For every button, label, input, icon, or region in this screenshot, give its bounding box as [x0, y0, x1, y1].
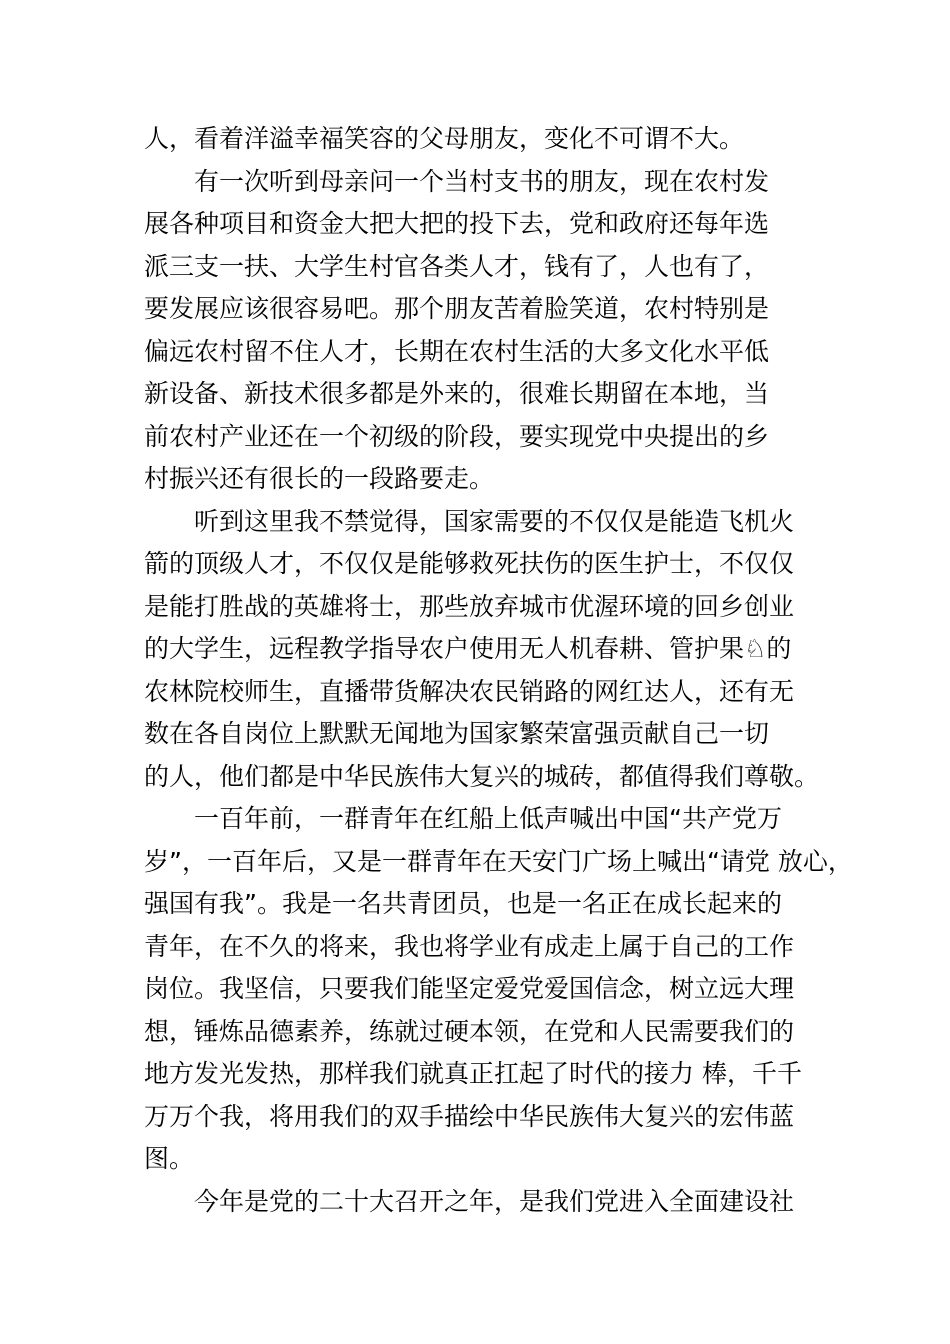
text-line: 一百年前，一群青年在红船上低声喊出中国“共产党万: [144, 804, 782, 833]
text-line: 今年是党的二十大召开之年，是我们党进入全面建设社: [144, 1186, 795, 1216]
text-line: 岗位。我坚信，只要我们能坚定爱党爱国信念，树立远大理: [144, 974, 795, 1003]
text-line: 有一次听到母亲问一个当村支书的朋友，现在农村发: [144, 166, 770, 196]
text-line: 数在各自岗位上默默无闻地为国家繁荣富强贡献自己一切: [144, 719, 770, 748]
text-line: 岁”，一百年后，又是一群青年在天安门广场上喊出“请党 放心，: [144, 846, 853, 876]
text-line: 地方发光发热，那样我们就真正扛起了时代的接力 棒，千千: [144, 1059, 802, 1088]
text-line: 的人，他们都是中华民族伟大复兴的城砖，都值得我们尊敬。: [144, 761, 820, 791]
text-line: 图。: [144, 1144, 195, 1173]
body-text: [144, 118, 853, 1223]
text-line: 新设备、新技术很多都是外来的，很难长期留在本地，当: [144, 379, 770, 408]
text-line: 箭的顶级人才，不仅仅是能够救死扶伤的医生护士，不仅仅: [144, 549, 795, 578]
text-line: 要发展应该很容易吧。那个朋友苦着脸笑道，农村特别是: [144, 294, 770, 323]
text-line: 强国有我”。我是一名共青团员，也是一名正在成长起来的: [144, 889, 782, 918]
text-line: 派三支一扶、大学生村官各类人才，钱有了，人也有了，: [144, 251, 770, 281]
text-line: 万万个我，将用我们的双手描绘中华民族伟大复兴的宏伟蓝: [144, 1101, 795, 1131]
text-line: 前农村产业还在一个初级的阶段，要实现党中央提出的乡: [144, 421, 770, 451]
text-line: 农林院校师生，直播带货解决农民销路的网红达人，还有无: [144, 676, 795, 706]
text-line: 展各种项目和资金大把大把的投下去，党和政府还每年选: [144, 209, 770, 238]
text-line: 人，看着洋溢幸福笑容的父母朋友，变化不可谓不大。: [144, 124, 745, 153]
text-line: 青年，在不久的将来，我也将学业有成走上属于自己的工作: [144, 931, 795, 961]
text-line: 的大学生，远程教学指导农户使用无人机春耕、管护果♘的: [144, 634, 792, 663]
text-line: 村振兴还有很长的一段路要走。: [144, 464, 495, 493]
text-line: 是能打胜战的英雄将士，那些放弃城市优渥环境的回乡创业: [144, 591, 795, 621]
text-line: 想，锤炼品德素养，练就过硬本领，在党和人民需要我们的: [144, 1016, 795, 1046]
text-line: 听到这里我不禁觉得，国家需要的不仅仅是能造飞机火: [144, 506, 795, 536]
text-line: 偏远农村留不住人才，长期在农村生活的大多文化水平低: [144, 336, 770, 366]
